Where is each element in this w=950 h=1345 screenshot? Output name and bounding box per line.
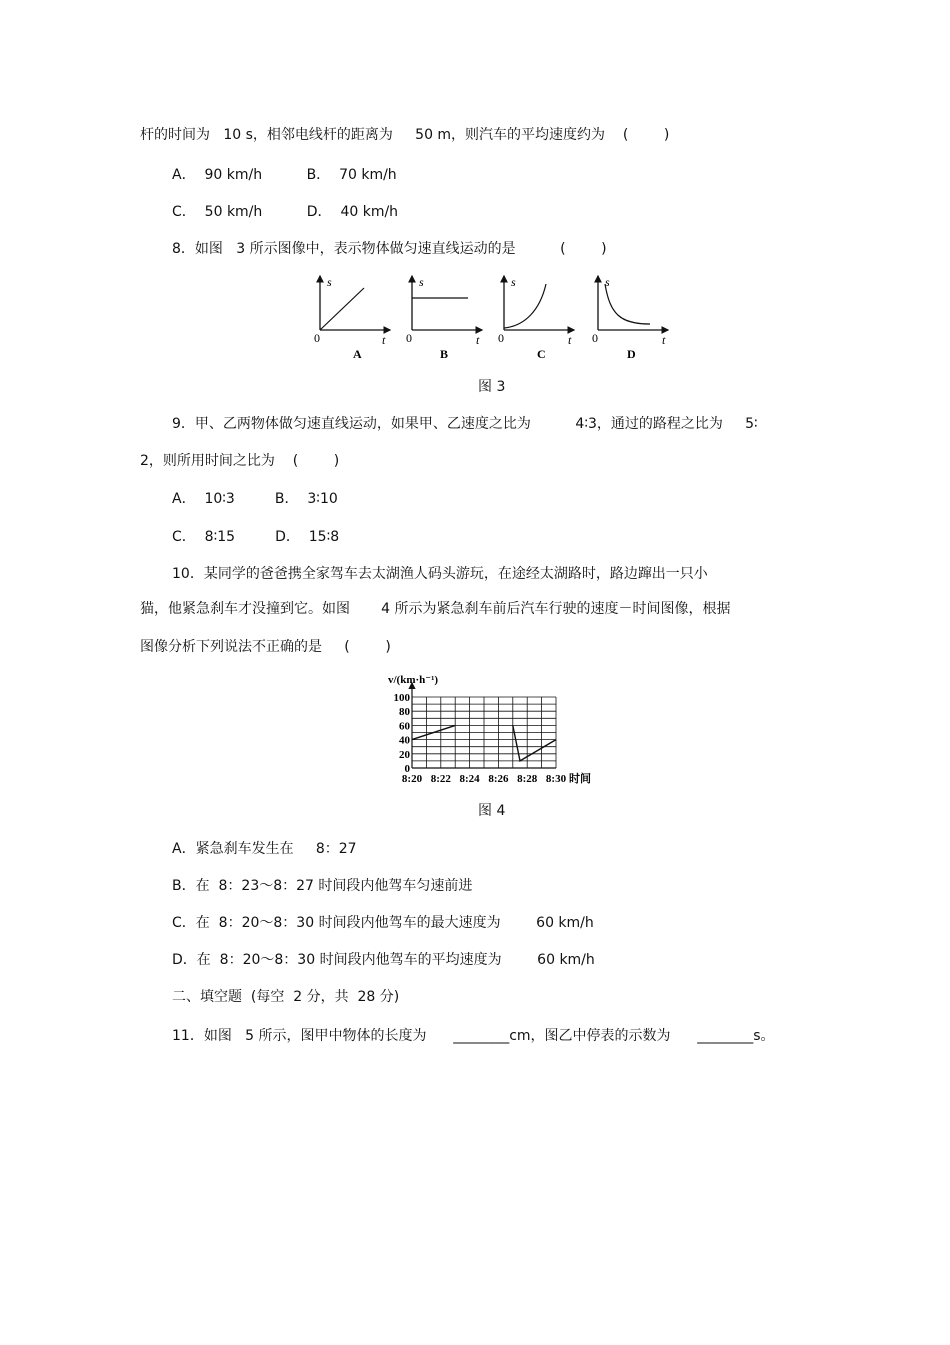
chart-y-axis-label: v/(km·h⁻¹) — [388, 674, 439, 686]
q7-options-row-2: C． 50 km/h D． 40 km/h — [172, 204, 399, 220]
q10-stem-line-1: 10．某同学的爸爸携全家驾车去太湖渔人码头游玩，在途经太湖路时，路边蹿出一只小 — [172, 566, 708, 582]
graph-c — [498, 275, 574, 361]
figure-4-velocity-time-chart — [360, 670, 600, 790]
x-tick-label: 8:26 — [488, 773, 509, 785]
x-tick-label: 8:24 — [459, 773, 480, 785]
graph-a-y-label: s — [327, 275, 332, 289]
figure-3-caption: 图 3 — [478, 379, 506, 395]
graph-d-curve — [605, 284, 650, 324]
graph-a-origin: 0 — [314, 331, 320, 345]
q10-stem-line-2: 猫，他紧急刹车才没撞到它。如图 4 所示为紧急刹车前后汽车行驶的速度－时间图像，根据 — [140, 601, 731, 617]
chart-ticks — [394, 692, 592, 785]
graph-c-y-label: s — [511, 275, 516, 289]
q10-option-a: A．紧急刹车发生在 8：27 — [172, 841, 357, 857]
x-tick-label: 8:22 — [430, 773, 451, 785]
y-tick-label: 20 — [399, 748, 410, 761]
q10-option-d: D．在 8：20～8：30 时间段内他驾车的平均速度为 60 km/h — [172, 952, 595, 968]
x-tick-label: 8:30 — [545, 773, 567, 785]
graph-b-x-label: t — [476, 333, 480, 347]
graph-d-x-label: t — [662, 333, 666, 347]
q9-options-row-2: C． 8∶15 D． 15∶8 — [172, 529, 340, 545]
series-line — [513, 725, 556, 761]
y-tick-label: 0 — [404, 763, 410, 775]
graph-c-origin: 0 — [498, 331, 504, 345]
graph-b-label: B — [440, 347, 449, 361]
graph-b-origin: 0 — [406, 331, 412, 345]
graph-a-label: A — [353, 347, 362, 361]
section-2-heading: 二、填空题 (每空 2 分，共 28 分) — [172, 989, 400, 1005]
q10-option-c: C．在 8：20～8：30 时间段内他驾车的最大速度为 60 km/h — [172, 915, 594, 931]
q10-option-b: B．在 8：23～8：27 时间段内他驾车匀速前进 — [172, 878, 473, 894]
q10-stem-line-3: 图像分析下列说法不正确的是 ( ) — [140, 639, 391, 655]
graph-c-curve — [504, 284, 546, 328]
x-tick-label: 8:20 — [401, 773, 423, 785]
q7-options-row-1: A． 90 km/h B． 70 km/h — [172, 167, 397, 183]
q9-options-row-1: A． 10∶3 B． 3∶10 — [172, 491, 338, 507]
q7-stem-continuation: 杆的时间为 10 s，相邻电线杆的距离为 50 m，则汽车的平均速度约为 ( ) — [140, 127, 670, 143]
figure-4-caption: 图 4 — [478, 803, 506, 819]
x-axis-label: 时间 — [569, 773, 591, 785]
q9-stem-line-2: 2，则所用时间之比为 ( ) — [140, 453, 340, 469]
graph-d-label: D — [627, 347, 636, 361]
graph-b — [406, 275, 482, 361]
q8-stem: 8．如图 3 所示图像中，表示物体做匀速直线运动的是 ( ) — [172, 241, 607, 257]
graph-a-line — [320, 288, 364, 330]
x-tick-label: 8:28 — [517, 773, 538, 785]
graph-c-label: C — [537, 347, 546, 361]
figure-3-graphs — [300, 270, 700, 370]
q11-stem: 11．如图 5 所示，图甲中物体的长度为 ________cm，图乙中停表的示数为 ________s。 — [172, 1028, 775, 1044]
graph-d-y-label: s — [605, 275, 610, 289]
graph-a — [314, 275, 390, 361]
y-tick-label: 100 — [393, 692, 410, 704]
graph-c-x-label: t — [568, 333, 572, 347]
q9-stem-line-1: 9．甲、乙两物体做匀速直线运动，如果甲、乙速度之比为 4∶3，通过的路程之比为 5∶ — [172, 416, 758, 432]
graph-d-origin: 0 — [592, 331, 598, 345]
graph-b-y-label: s — [419, 275, 424, 289]
graph-a-x-label: t — [382, 333, 386, 347]
graph-d — [592, 275, 668, 361]
y-tick-label: 60 — [399, 720, 410, 733]
y-tick-label: 40 — [399, 734, 410, 747]
y-tick-label: 80 — [399, 706, 410, 719]
